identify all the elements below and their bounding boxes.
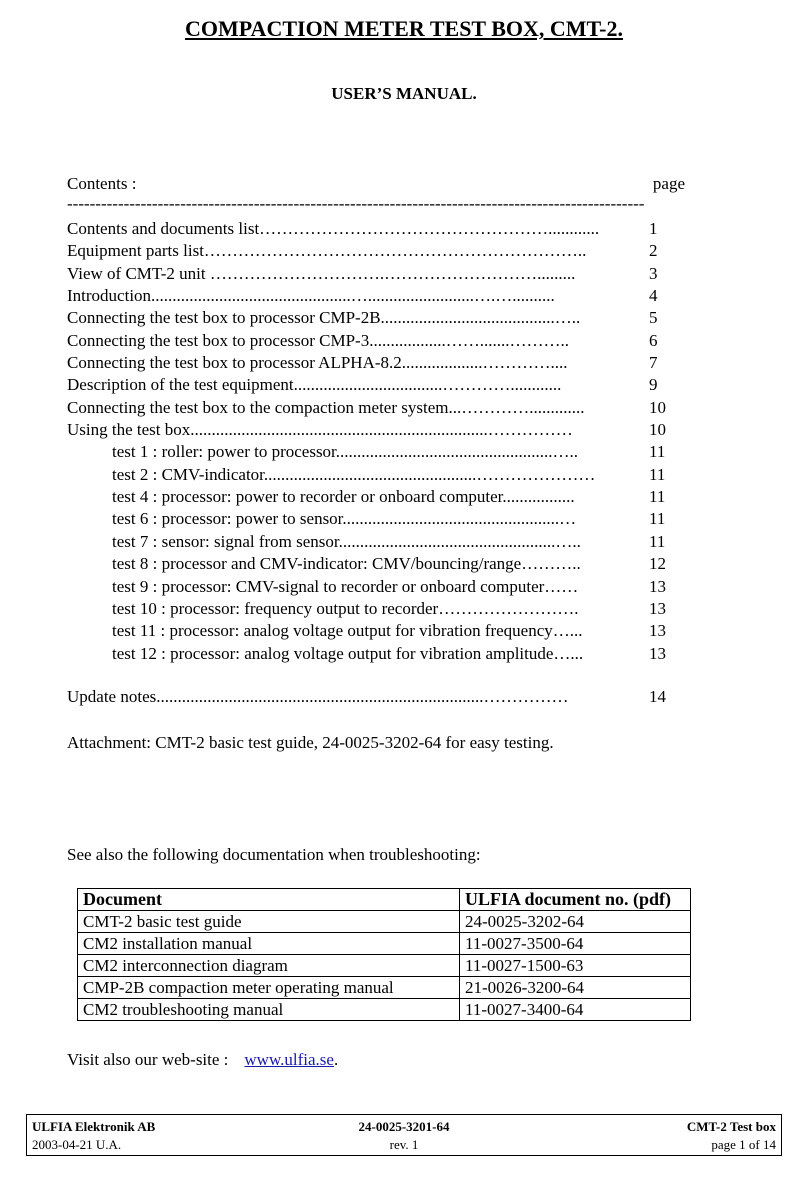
- toc-entry: [67, 553, 677, 575]
- toc-entry-page: 11: [649, 464, 666, 484]
- toc-entry-text: View of CMT-2 unit ………………………….……………………….........: [67, 263, 576, 283]
- website-label: Visit also our web-site :: [67, 1050, 229, 1069]
- contents-header: [67, 174, 687, 194]
- toc-entry-text: test 7 : sensor: signal from sensor...................................................…..: [112, 531, 581, 551]
- toc-entry-page: 7: [649, 353, 658, 373]
- update-notes-page: 14: [649, 687, 666, 706]
- toc-entry-text: test 6 : processor: power to sensor...................................................…: [112, 509, 577, 529]
- document-name-cell: CMP-2B compaction meter operating manual: [78, 977, 460, 999]
- toc-entry: [67, 263, 677, 285]
- toc-entry-page: 13: [649, 643, 666, 663]
- toc-entry-page: 11: [649, 442, 666, 462]
- toc-entry: [67, 352, 677, 374]
- toc-entry-text: Connecting the test box to processor ALPHA-8.2...................…………....: [67, 353, 568, 373]
- document-subtitle: USER’S MANUAL.: [331, 84, 477, 103]
- contents-label: Contents :: [67, 174, 137, 193]
- toc-entry-text: Connecting the test box to processor CMP-2B.........................................…..: [67, 308, 581, 328]
- toc-entry-text: test 8 : processor and CMV-indicator: CMV/bouncing/range………..: [112, 554, 581, 574]
- document-number-cell: 11-0027-3500-64: [460, 933, 691, 955]
- footer-doc-number: 24-0025-3201-64: [358, 1119, 450, 1134]
- toc-entry-page: 11: [649, 487, 666, 507]
- toc-entry-page: 11: [649, 531, 666, 551]
- column-header-document: Document: [78, 889, 460, 911]
- toc-entry-page: 3: [649, 263, 658, 283]
- footer-company: ULFIA Elektronik AB: [32, 1119, 156, 1134]
- toc-entry-page: 11: [649, 509, 666, 529]
- toc-entry: [67, 285, 677, 307]
- document-number-cell: 24-0025-3202-64: [460, 911, 691, 933]
- document-title: COMPACTION METER TEST BOX, CMT-2.: [184, 16, 624, 41]
- toc-entry-page: 12: [649, 554, 666, 574]
- toc-entry-text: test 11 : processor: analog voltage output for vibration frequency…...: [112, 621, 583, 641]
- footer-product: CMT-2 Test box: [686, 1119, 776, 1134]
- toc-entry-page: 2: [649, 241, 658, 261]
- toc-entry-text: Contents and documents list……………………………………………............: [67, 219, 600, 238]
- document-number-cell: 11-0027-3400-64: [460, 999, 691, 1021]
- toc-entry: [67, 531, 677, 553]
- toc-entry: [67, 419, 677, 441]
- toc-entry-page: 6: [649, 330, 658, 350]
- toc-entry-page: 4: [649, 286, 658, 306]
- update-notes-entry: [67, 687, 677, 707]
- column-header-doc-number: ULFIA document no. (pdf): [460, 889, 691, 911]
- toc-entry-text: Connecting the test box to the compaction meter system...………….............: [67, 397, 585, 417]
- document-name-cell: CM2 installation manual: [78, 933, 460, 955]
- toc-entry-text: test 1 : roller: power to processor...................................................…..: [112, 442, 579, 462]
- update-notes-text: Update notes.............................................................................……………: [67, 687, 569, 706]
- website-link[interactable]: www.ulfia.se: [244, 1050, 334, 1069]
- website-suffix: .: [333, 1050, 339, 1069]
- table-of-contents: [67, 218, 677, 665]
- see-also-note: See also the following documentation when troubleshooting:: [67, 845, 481, 864]
- toc-entry-text: Introduction...............................................….........................….…..........: [67, 286, 555, 306]
- toc-entry-text: test 12 : processor: analog voltage output for vibration amplitude…...: [112, 643, 584, 663]
- toc-entry: [67, 643, 677, 665]
- toc-entry-text: test 10 : processor: frequency output to recorder…………………….: [112, 598, 579, 618]
- toc-entry: [67, 240, 677, 262]
- document-number-cell: 11-0027-1500-63: [460, 955, 691, 977]
- toc-entry-text: test 2 : CMV-indicator..................................................…………………: [112, 464, 596, 484]
- toc-entry-page: 13: [649, 576, 666, 596]
- toc-entry-page: 9: [649, 375, 658, 395]
- table-row: [78, 911, 691, 933]
- page-footer: [26, 1114, 782, 1156]
- table-row: [78, 933, 691, 955]
- toc-entry: [67, 486, 677, 508]
- toc-entry-page: 13: [649, 621, 666, 641]
- table-header-row: [78, 889, 691, 911]
- document-name-cell: CM2 interconnection diagram: [78, 955, 460, 977]
- toc-entry-page: 5: [649, 308, 658, 328]
- documentation-table: [77, 888, 691, 1021]
- toc-entry-text: Equipment parts list…………………………………………………………..: [67, 241, 587, 261]
- toc-entry: [67, 620, 677, 642]
- toc-entry: [67, 508, 677, 530]
- toc-entry: [67, 330, 677, 352]
- toc-entry-page: 10: [649, 420, 666, 440]
- footer-revision: rev. 1: [389, 1137, 419, 1152]
- toc-entry: [67, 218, 677, 240]
- toc-entry-text: test 9 : processor: CMV-signal to recorder or onboard computer……: [112, 576, 579, 596]
- contents-rule: ------------------------------------------------------------------------------------------------------: [67, 194, 645, 213]
- website-line: [67, 1050, 338, 1070]
- table-row: [78, 977, 691, 999]
- toc-entry: [67, 307, 677, 329]
- toc-entry-page: 1: [649, 219, 658, 238]
- document-name-cell: CM2 troubleshooting manual: [78, 999, 460, 1021]
- toc-entry: [67, 598, 677, 620]
- document-name-cell: CMT-2 basic test guide: [78, 911, 460, 933]
- toc-entry: [67, 464, 677, 486]
- footer-date-author: 2003-04-21 U.A.: [32, 1137, 122, 1152]
- toc-entry: [67, 441, 677, 463]
- toc-entry-page: 13: [649, 598, 666, 618]
- toc-entry: [67, 576, 677, 598]
- toc-entry-page: 10: [649, 397, 666, 417]
- table-row: [78, 955, 691, 977]
- footer-page-number: page 1 of 14: [711, 1137, 776, 1152]
- table-row: [78, 999, 691, 1021]
- toc-entry-text: test 4 : processor: power to recorder or onboard computer.................: [112, 487, 575, 507]
- document-number-cell: 21-0026-3200-64: [460, 977, 691, 999]
- toc-entry-text: Using the test box......................................................................……………: [67, 420, 573, 440]
- toc-entry-text: Description of the test equipment...................................…………............: [67, 375, 562, 395]
- toc-entry-text: Connecting the test box to processor CMP-3..................…….......………..: [67, 330, 569, 350]
- attachment-note: Attachment: CMT-2 basic test guide, 24-0025-3202-64 for easy testing.: [67, 733, 554, 752]
- toc-entry: [67, 374, 677, 396]
- page-column-label: page: [652, 174, 685, 193]
- toc-entry: [67, 397, 677, 419]
